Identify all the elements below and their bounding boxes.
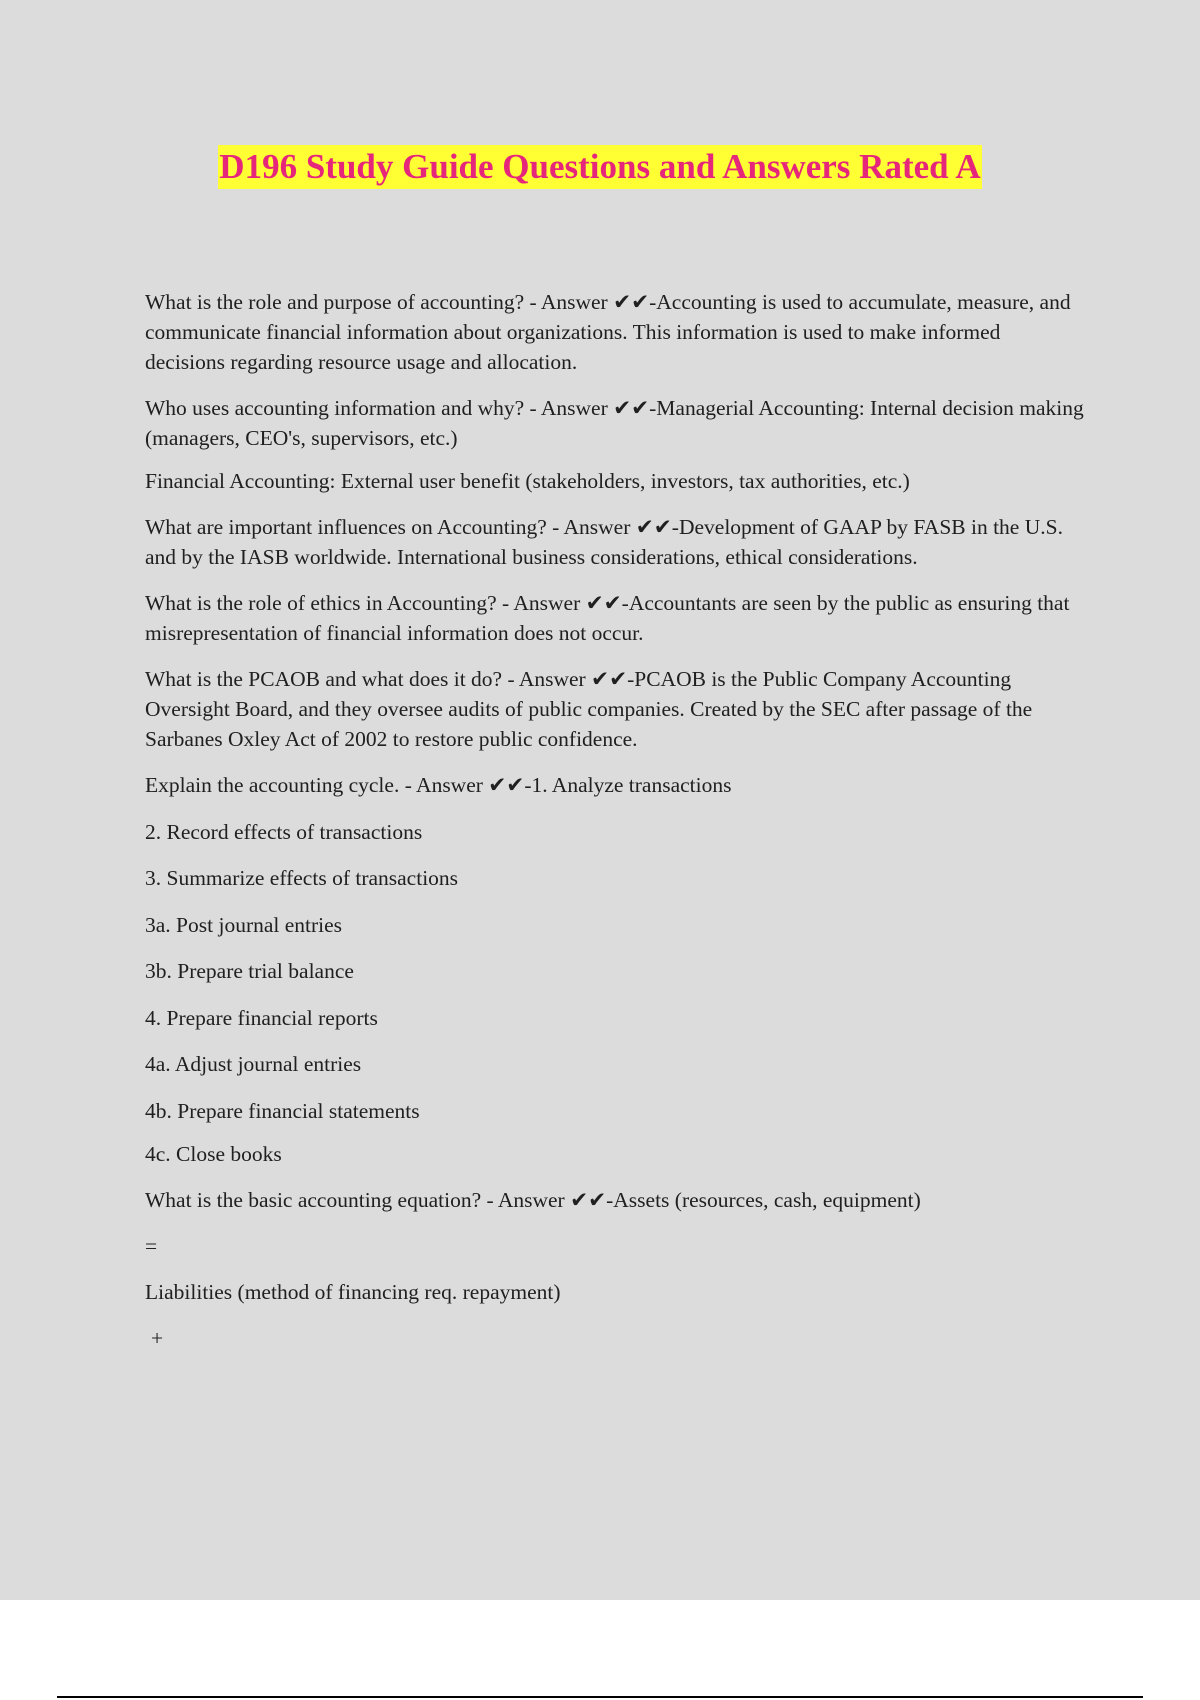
title-row xyxy=(0,145,1200,189)
qa-accounting-equation: What is the basic accounting equation? - Answer ✔✔-Assets (resources, cash, equipment) xyxy=(145,1187,921,1212)
qa-influences: What are important influences on Accounting? - Answer ✔✔-Development of GAAP by FASB in the U.S. and by the IASB worldwide. International business considerations, ethical considerations. xyxy=(145,515,1063,569)
cycle-step: 3a. Post journal entries xyxy=(145,912,343,937)
qa-pcaob: What is the PCAOB and what does it do? - Answer ✔✔-PCAOB is the Public Company Accounting Oversight Board, and they oversee audits of public companies. Created by the SEC after passage of the Sarbanes Oxley Act of 2002 to restore public confidence. xyxy=(145,667,1033,751)
qa-users: Who uses accounting information and why? - Answer ✔✔-Managerial Accounting: Internal decision making (managers, CEO's, supervisors, etc.) xyxy=(145,396,1084,450)
financial-accounting-line: Financial Accounting: External user benefit (stakeholders, investors, tax authorities, etc.) xyxy=(145,469,910,493)
cycle-step: 4c. Close books xyxy=(145,1141,282,1166)
qa-accounting-cycle: Explain the accounting cycle. - Answer ✔✔-1. Analyze transactions xyxy=(145,773,732,797)
equation-plus: + xyxy=(151,1325,164,1350)
qa-ethics: What is the role of ethics in Accounting? - Answer ✔✔-Accountants are seen by the public as ensuring that misrepresentation of financial information does not occur. xyxy=(145,591,1070,645)
cycle-step: 4a. Adjust journal entries xyxy=(145,1052,362,1076)
document-body xyxy=(145,287,1085,1369)
cycle-step: 3. Summarize effects of transactions xyxy=(145,866,459,890)
cycle-step: 2. Record effects of transactions xyxy=(145,819,423,844)
page-bottom-rule xyxy=(57,1696,1143,1698)
cycle-step: 4b. Prepare financial statements xyxy=(145,1098,420,1123)
document-title: D196 Study Guide Questions and Answers Rated A xyxy=(218,145,981,189)
equation-liabilities: Liabilities (method of financing req. repayment) xyxy=(145,1279,561,1304)
equation-equals: = xyxy=(145,1233,158,1258)
qa-role-purpose: What is the role and purpose of accounting? - Answer ✔✔-Accounting is used to accumulate, measure, and communicate financial information about organizations. This information is used to make informed decisions regarding resource usage and allocation. xyxy=(145,290,1071,374)
cycle-step: 4. Prepare financial reports xyxy=(145,1005,378,1030)
cycle-step: 3b. Prepare trial balance xyxy=(145,959,354,983)
